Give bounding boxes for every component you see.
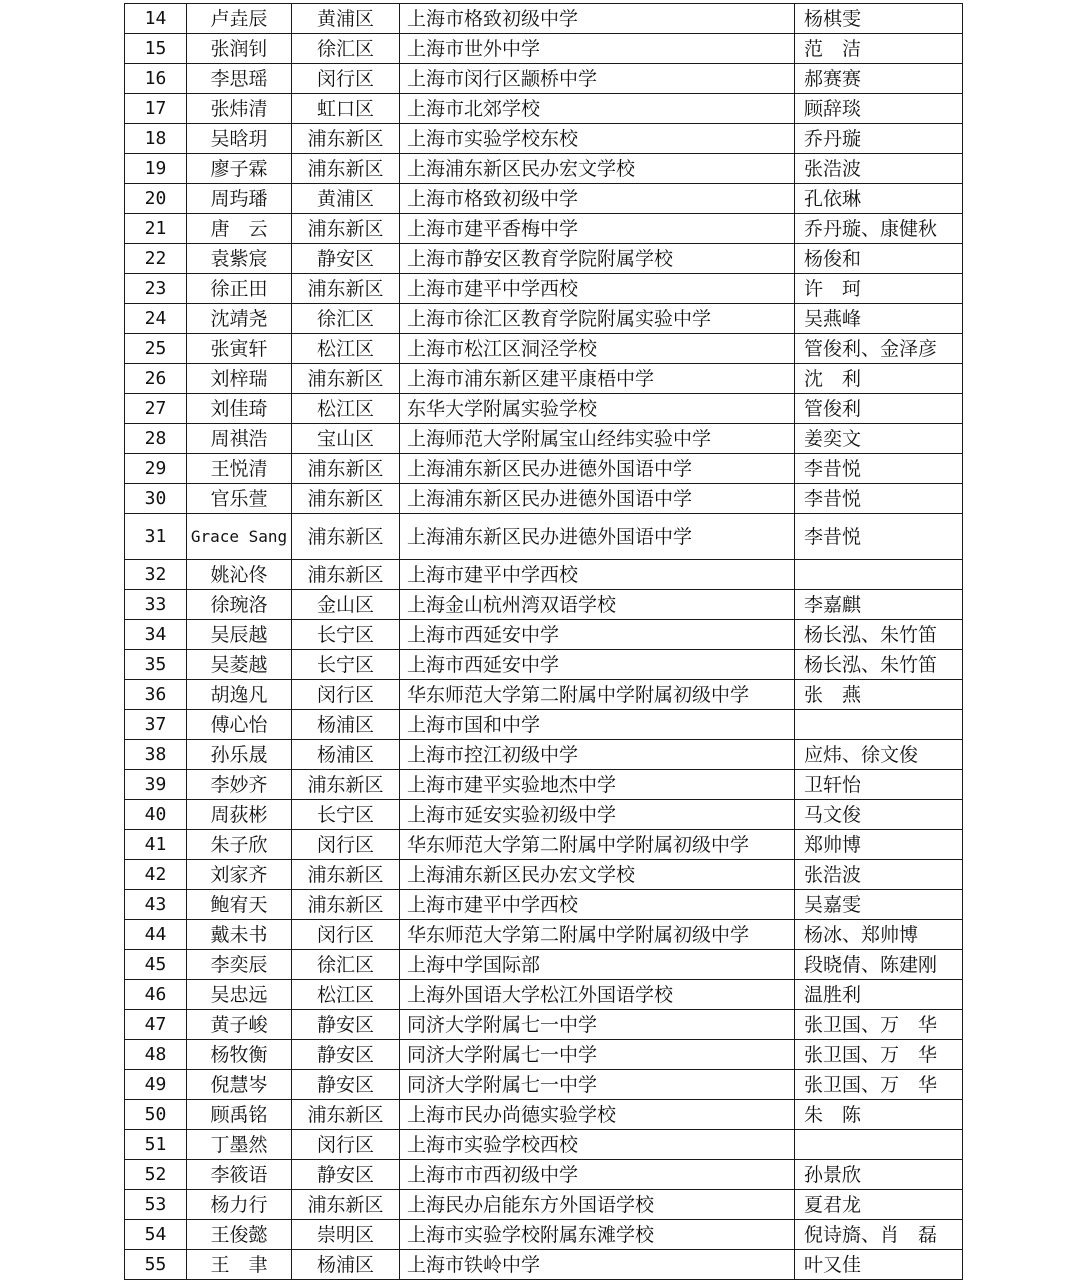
teacher-name-cell: 吴嘉雯 [795, 890, 963, 920]
table-row [125, 514, 963, 560]
table-row [125, 800, 963, 830]
row-number-cell: 21 [125, 214, 187, 244]
row-number-cell: 31 [125, 514, 187, 560]
table-row [125, 184, 963, 214]
student-name-cell: 刘佳琦 [187, 394, 292, 424]
district-cell: 黄浦区 [292, 4, 400, 34]
student-name-cell: 戴未书 [187, 920, 292, 950]
student-name-cell: 吴忠远 [187, 980, 292, 1010]
district-cell: 浦东新区 [292, 514, 400, 560]
row-number-cell: 30 [125, 484, 187, 514]
teacher-name-cell: 管俊利、金泽彦 [795, 334, 963, 364]
row-number-cell: 41 [125, 830, 187, 860]
table-row [125, 274, 963, 304]
teacher-name-cell: 吴燕峰 [795, 304, 963, 334]
teacher-name-cell: 应炜、徐文俊 [795, 740, 963, 770]
school-name-cell: 上海市实验学校东校 [400, 124, 795, 154]
student-name-cell: 吴晗玥 [187, 124, 292, 154]
student-name-cell: 吴辰越 [187, 620, 292, 650]
student-name-cell: 胡逸凡 [187, 680, 292, 710]
school-name-cell: 上海市建平中学西校 [400, 560, 795, 590]
district-cell: 宝山区 [292, 424, 400, 454]
teacher-name-cell: 顾辞琰 [795, 94, 963, 124]
district-cell: 闵行区 [292, 830, 400, 860]
district-cell: 浦东新区 [292, 560, 400, 590]
table-row [125, 94, 963, 124]
student-name-cell: 傅心怡 [187, 710, 292, 740]
school-name-cell: 上海市实验学校西校 [400, 1130, 795, 1160]
table-row [125, 980, 963, 1010]
teacher-name-cell: 李昔悦 [795, 454, 963, 484]
district-cell: 徐汇区 [292, 304, 400, 334]
table-row [125, 1250, 963, 1280]
table-row [125, 620, 963, 650]
school-name-cell: 上海浦东新区民办宏文学校 [400, 860, 795, 890]
student-name-cell: 顾禹铭 [187, 1100, 292, 1130]
teacher-name-cell: 朱 陈 [795, 1100, 963, 1130]
district-cell: 闵行区 [292, 680, 400, 710]
student-name-cell: 周玙璠 [187, 184, 292, 214]
district-cell: 浦东新区 [292, 1190, 400, 1220]
teacher-name-cell: 张卫国、万 华 [795, 1010, 963, 1040]
teacher-name-cell: 杨长泓、朱竹笛 [795, 650, 963, 680]
school-name-cell: 上海市控江初级中学 [400, 740, 795, 770]
teacher-name-cell: 许 珂 [795, 274, 963, 304]
student-name-cell: 王俊懿 [187, 1220, 292, 1250]
teacher-name-cell: 张浩波 [795, 154, 963, 184]
student-name-cell: 朱子欣 [187, 830, 292, 860]
teacher-name-cell [795, 710, 963, 740]
student-name-cell: 倪慧岑 [187, 1070, 292, 1100]
school-name-cell: 上海外国语大学松江外国语学校 [400, 980, 795, 1010]
district-cell: 闵行区 [292, 1130, 400, 1160]
student-name-cell: 官乐萱 [187, 484, 292, 514]
student-name-cell: 鲍宥天 [187, 890, 292, 920]
row-number-cell: 16 [125, 64, 187, 94]
table-row [125, 1130, 963, 1160]
teacher-name-cell [795, 560, 963, 590]
teacher-name-cell: 乔丹璇 [795, 124, 963, 154]
student-name-cell: 丁墨然 [187, 1130, 292, 1160]
student-name-cell: 张炜清 [187, 94, 292, 124]
row-number-cell: 14 [125, 4, 187, 34]
school-name-cell: 上海市国和中学 [400, 710, 795, 740]
school-name-cell: 上海市建平中学西校 [400, 890, 795, 920]
school-name-cell: 上海市世外中学 [400, 34, 795, 64]
table-row [125, 770, 963, 800]
row-number-cell: 28 [125, 424, 187, 454]
table-row [125, 950, 963, 980]
teacher-name-cell: 卫轩怡 [795, 770, 963, 800]
district-cell: 杨浦区 [292, 740, 400, 770]
teacher-name-cell: 张 燕 [795, 680, 963, 710]
student-name-cell: 张寅轩 [187, 334, 292, 364]
district-cell: 静安区 [292, 244, 400, 274]
row-number-cell: 43 [125, 890, 187, 920]
row-number-cell: 53 [125, 1190, 187, 1220]
row-number-cell: 34 [125, 620, 187, 650]
student-name-cell: 李筱语 [187, 1160, 292, 1190]
teacher-name-cell: 杨长泓、朱竹笛 [795, 620, 963, 650]
district-cell: 静安区 [292, 1070, 400, 1100]
district-cell: 松江区 [292, 394, 400, 424]
student-name-cell: 黄子峻 [187, 1010, 292, 1040]
table-row [125, 214, 963, 244]
district-cell: 浦东新区 [292, 890, 400, 920]
row-number-cell: 42 [125, 860, 187, 890]
teacher-name-cell: 张浩波 [795, 860, 963, 890]
school-name-cell: 上海市铁岭中学 [400, 1250, 795, 1280]
table-row [125, 424, 963, 454]
student-name-cell: 杨牧衡 [187, 1040, 292, 1070]
table-row [125, 890, 963, 920]
row-number-cell: 24 [125, 304, 187, 334]
district-cell: 静安区 [292, 1040, 400, 1070]
table-row [125, 680, 963, 710]
table-row [125, 1160, 963, 1190]
teacher-name-cell: 管俊利 [795, 394, 963, 424]
award-list-table [124, 3, 963, 1280]
district-cell: 浦东新区 [292, 154, 400, 184]
teacher-name-cell: 杨冰、郑帅博 [795, 920, 963, 950]
teacher-name-cell: 张卫国、万 华 [795, 1070, 963, 1100]
district-cell: 浦东新区 [292, 770, 400, 800]
row-number-cell: 48 [125, 1040, 187, 1070]
school-name-cell: 上海市浦东新区建平康梧中学 [400, 364, 795, 394]
district-cell: 崇明区 [292, 1220, 400, 1250]
table-row [125, 1040, 963, 1070]
district-cell: 闵行区 [292, 64, 400, 94]
school-name-cell: 上海市建平实验地杰中学 [400, 770, 795, 800]
district-cell: 浦东新区 [292, 454, 400, 484]
row-number-cell: 50 [125, 1100, 187, 1130]
student-name-cell: 杨力行 [187, 1190, 292, 1220]
teacher-name-cell: 李昔悦 [795, 514, 963, 560]
row-number-cell: 27 [125, 394, 187, 424]
school-name-cell: 上海浦东新区民办宏文学校 [400, 154, 795, 184]
table-row [125, 394, 963, 424]
teacher-name-cell: 孙景欣 [795, 1160, 963, 1190]
school-name-cell: 上海市格致初级中学 [400, 184, 795, 214]
district-cell: 杨浦区 [292, 710, 400, 740]
school-name-cell: 上海市西延安中学 [400, 620, 795, 650]
teacher-name-cell: 夏君龙 [795, 1190, 963, 1220]
school-name-cell: 同济大学附属七一中学 [400, 1040, 795, 1070]
student-name-cell: 李奕辰 [187, 950, 292, 980]
teacher-name-cell: 乔丹璇、康健秋 [795, 214, 963, 244]
row-number-cell: 33 [125, 590, 187, 620]
student-name-cell: 袁紫宸 [187, 244, 292, 274]
student-name-cell: 周荻彬 [187, 800, 292, 830]
row-number-cell: 15 [125, 34, 187, 64]
teacher-name-cell: 叶又佳 [795, 1250, 963, 1280]
district-cell: 松江区 [292, 334, 400, 364]
row-number-cell: 17 [125, 94, 187, 124]
row-number-cell: 45 [125, 950, 187, 980]
row-number-cell: 22 [125, 244, 187, 274]
student-name-cell: 李思瑶 [187, 64, 292, 94]
school-name-cell: 上海市民办尚德实验学校 [400, 1100, 795, 1130]
school-name-cell: 华东师范大学第二附属中学附属初级中学 [400, 830, 795, 860]
table-row [125, 364, 963, 394]
student-name-cell: 廖子霖 [187, 154, 292, 184]
student-name-cell: 徐正田 [187, 274, 292, 304]
district-cell: 浦东新区 [292, 214, 400, 244]
table-row [125, 304, 963, 334]
district-cell: 浦东新区 [292, 860, 400, 890]
table-body [125, 4, 963, 1280]
student-name-cell: 吴菱越 [187, 650, 292, 680]
district-cell: 浦东新区 [292, 1100, 400, 1130]
table-row [125, 1100, 963, 1130]
student-name-cell: 张润钊 [187, 34, 292, 64]
teacher-name-cell: 杨俊和 [795, 244, 963, 274]
school-name-cell: 上海民办启能东方外国语学校 [400, 1190, 795, 1220]
table-row [125, 484, 963, 514]
row-number-cell: 39 [125, 770, 187, 800]
district-cell: 闵行区 [292, 920, 400, 950]
table-row [125, 860, 963, 890]
teacher-name-cell: 张卫国、万 华 [795, 1040, 963, 1070]
student-name-cell: 卢垚辰 [187, 4, 292, 34]
student-name-cell: 周祺浩 [187, 424, 292, 454]
row-number-cell: 38 [125, 740, 187, 770]
district-cell: 长宁区 [292, 620, 400, 650]
teacher-name-cell: 沈 利 [795, 364, 963, 394]
school-name-cell: 上海浦东新区民办进德外国语中学 [400, 514, 795, 560]
table-row [125, 4, 963, 34]
school-name-cell: 上海市建平中学西校 [400, 274, 795, 304]
school-name-cell: 上海市建平香梅中学 [400, 214, 795, 244]
school-name-cell: 上海中学国际部 [400, 950, 795, 980]
table-row [125, 244, 963, 274]
table-row [125, 454, 963, 484]
teacher-name-cell: 温胜利 [795, 980, 963, 1010]
table-row [125, 1010, 963, 1040]
student-name-cell: 孙乐晟 [187, 740, 292, 770]
table-row [125, 560, 963, 590]
row-number-cell: 32 [125, 560, 187, 590]
school-name-cell: 上海市市西初级中学 [400, 1160, 795, 1190]
student-name-cell: 刘家齐 [187, 860, 292, 890]
table-row [125, 590, 963, 620]
teacher-name-cell: 段晓倩、陈建刚 [795, 950, 963, 980]
table-row [125, 154, 963, 184]
district-cell: 长宁区 [292, 800, 400, 830]
row-number-cell: 49 [125, 1070, 187, 1100]
table-row [125, 64, 963, 94]
row-number-cell: 36 [125, 680, 187, 710]
school-name-cell: 上海市格致初级中学 [400, 4, 795, 34]
teacher-name-cell: 马文俊 [795, 800, 963, 830]
row-number-cell: 55 [125, 1250, 187, 1280]
district-cell: 浦东新区 [292, 124, 400, 154]
district-cell: 浦东新区 [292, 274, 400, 304]
row-number-cell: 35 [125, 650, 187, 680]
district-cell: 长宁区 [292, 650, 400, 680]
teacher-name-cell: 杨棋雯 [795, 4, 963, 34]
district-cell: 金山区 [292, 590, 400, 620]
table-row [125, 34, 963, 64]
school-name-cell: 上海市延安实验初级中学 [400, 800, 795, 830]
row-number-cell: 44 [125, 920, 187, 950]
teacher-name-cell: 郝赛赛 [795, 64, 963, 94]
table-row [125, 740, 963, 770]
school-name-cell: 上海市实验学校附属东滩学校 [400, 1220, 795, 1250]
district-cell: 静安区 [292, 1160, 400, 1190]
school-name-cell: 华东师范大学第二附属中学附属初级中学 [400, 920, 795, 950]
teacher-name-cell: 李嘉麒 [795, 590, 963, 620]
table-row [125, 1190, 963, 1220]
table-row [125, 710, 963, 740]
school-name-cell: 上海市北郊学校 [400, 94, 795, 124]
table-row [125, 920, 963, 950]
student-name-cell: 李妙齐 [187, 770, 292, 800]
district-cell: 黄浦区 [292, 184, 400, 214]
row-number-cell: 26 [125, 364, 187, 394]
student-name-cell: 沈靖尧 [187, 304, 292, 334]
student-name-cell: 王悦清 [187, 454, 292, 484]
teacher-name-cell: 倪诗旖、肖 磊 [795, 1220, 963, 1250]
student-name-cell: 王 聿 [187, 1250, 292, 1280]
row-number-cell: 25 [125, 334, 187, 364]
row-number-cell: 37 [125, 710, 187, 740]
district-cell: 浦东新区 [292, 484, 400, 514]
district-cell: 浦东新区 [292, 364, 400, 394]
table-row [125, 830, 963, 860]
teacher-name-cell: 孔依琳 [795, 184, 963, 214]
row-number-cell: 52 [125, 1160, 187, 1190]
district-cell: 松江区 [292, 980, 400, 1010]
student-name-cell: 徐琬洛 [187, 590, 292, 620]
district-cell: 虹口区 [292, 94, 400, 124]
school-name-cell: 上海金山杭州湾双语学校 [400, 590, 795, 620]
school-name-cell: 上海市静安区教育学院附属学校 [400, 244, 795, 274]
table-row [125, 650, 963, 680]
row-number-cell: 29 [125, 454, 187, 484]
row-number-cell: 51 [125, 1130, 187, 1160]
school-name-cell: 东华大学附属实验学校 [400, 394, 795, 424]
school-name-cell: 同济大学附属七一中学 [400, 1010, 795, 1040]
row-number-cell: 40 [125, 800, 187, 830]
school-name-cell: 上海市闵行区颛桥中学 [400, 64, 795, 94]
row-number-cell: 20 [125, 184, 187, 214]
district-cell: 静安区 [292, 1010, 400, 1040]
teacher-name-cell: 范 洁 [795, 34, 963, 64]
table-row [125, 1220, 963, 1250]
row-number-cell: 54 [125, 1220, 187, 1250]
student-name-cell: 姚沁佟 [187, 560, 292, 590]
student-name-cell: 刘梓瑞 [187, 364, 292, 394]
table-row [125, 1070, 963, 1100]
school-name-cell: 上海浦东新区民办进德外国语中学 [400, 484, 795, 514]
district-cell: 徐汇区 [292, 34, 400, 64]
district-cell: 杨浦区 [292, 1250, 400, 1280]
award-list-sheet [124, 3, 962, 1280]
district-cell: 徐汇区 [292, 950, 400, 980]
row-number-cell: 47 [125, 1010, 187, 1040]
row-number-cell: 19 [125, 154, 187, 184]
teacher-name-cell: 郑帅博 [795, 830, 963, 860]
school-name-cell: 同济大学附属七一中学 [400, 1070, 795, 1100]
school-name-cell: 上海市西延安中学 [400, 650, 795, 680]
teacher-name-cell: 姜奕文 [795, 424, 963, 454]
student-name-cell: Grace Sang [187, 514, 292, 560]
row-number-cell: 18 [125, 124, 187, 154]
student-name-cell: 唐 云 [187, 214, 292, 244]
row-number-cell: 46 [125, 980, 187, 1010]
school-name-cell: 上海市徐汇区教育学院附属实验中学 [400, 304, 795, 334]
table-row [125, 334, 963, 364]
table-row [125, 124, 963, 154]
school-name-cell: 上海师范大学附属宝山经纬实验中学 [400, 424, 795, 454]
school-name-cell: 上海市松江区洞泾学校 [400, 334, 795, 364]
row-number-cell: 23 [125, 274, 187, 304]
school-name-cell: 华东师范大学第二附属中学附属初级中学 [400, 680, 795, 710]
teacher-name-cell [795, 1130, 963, 1160]
school-name-cell: 上海浦东新区民办进德外国语中学 [400, 454, 795, 484]
teacher-name-cell: 李昔悦 [795, 484, 963, 514]
